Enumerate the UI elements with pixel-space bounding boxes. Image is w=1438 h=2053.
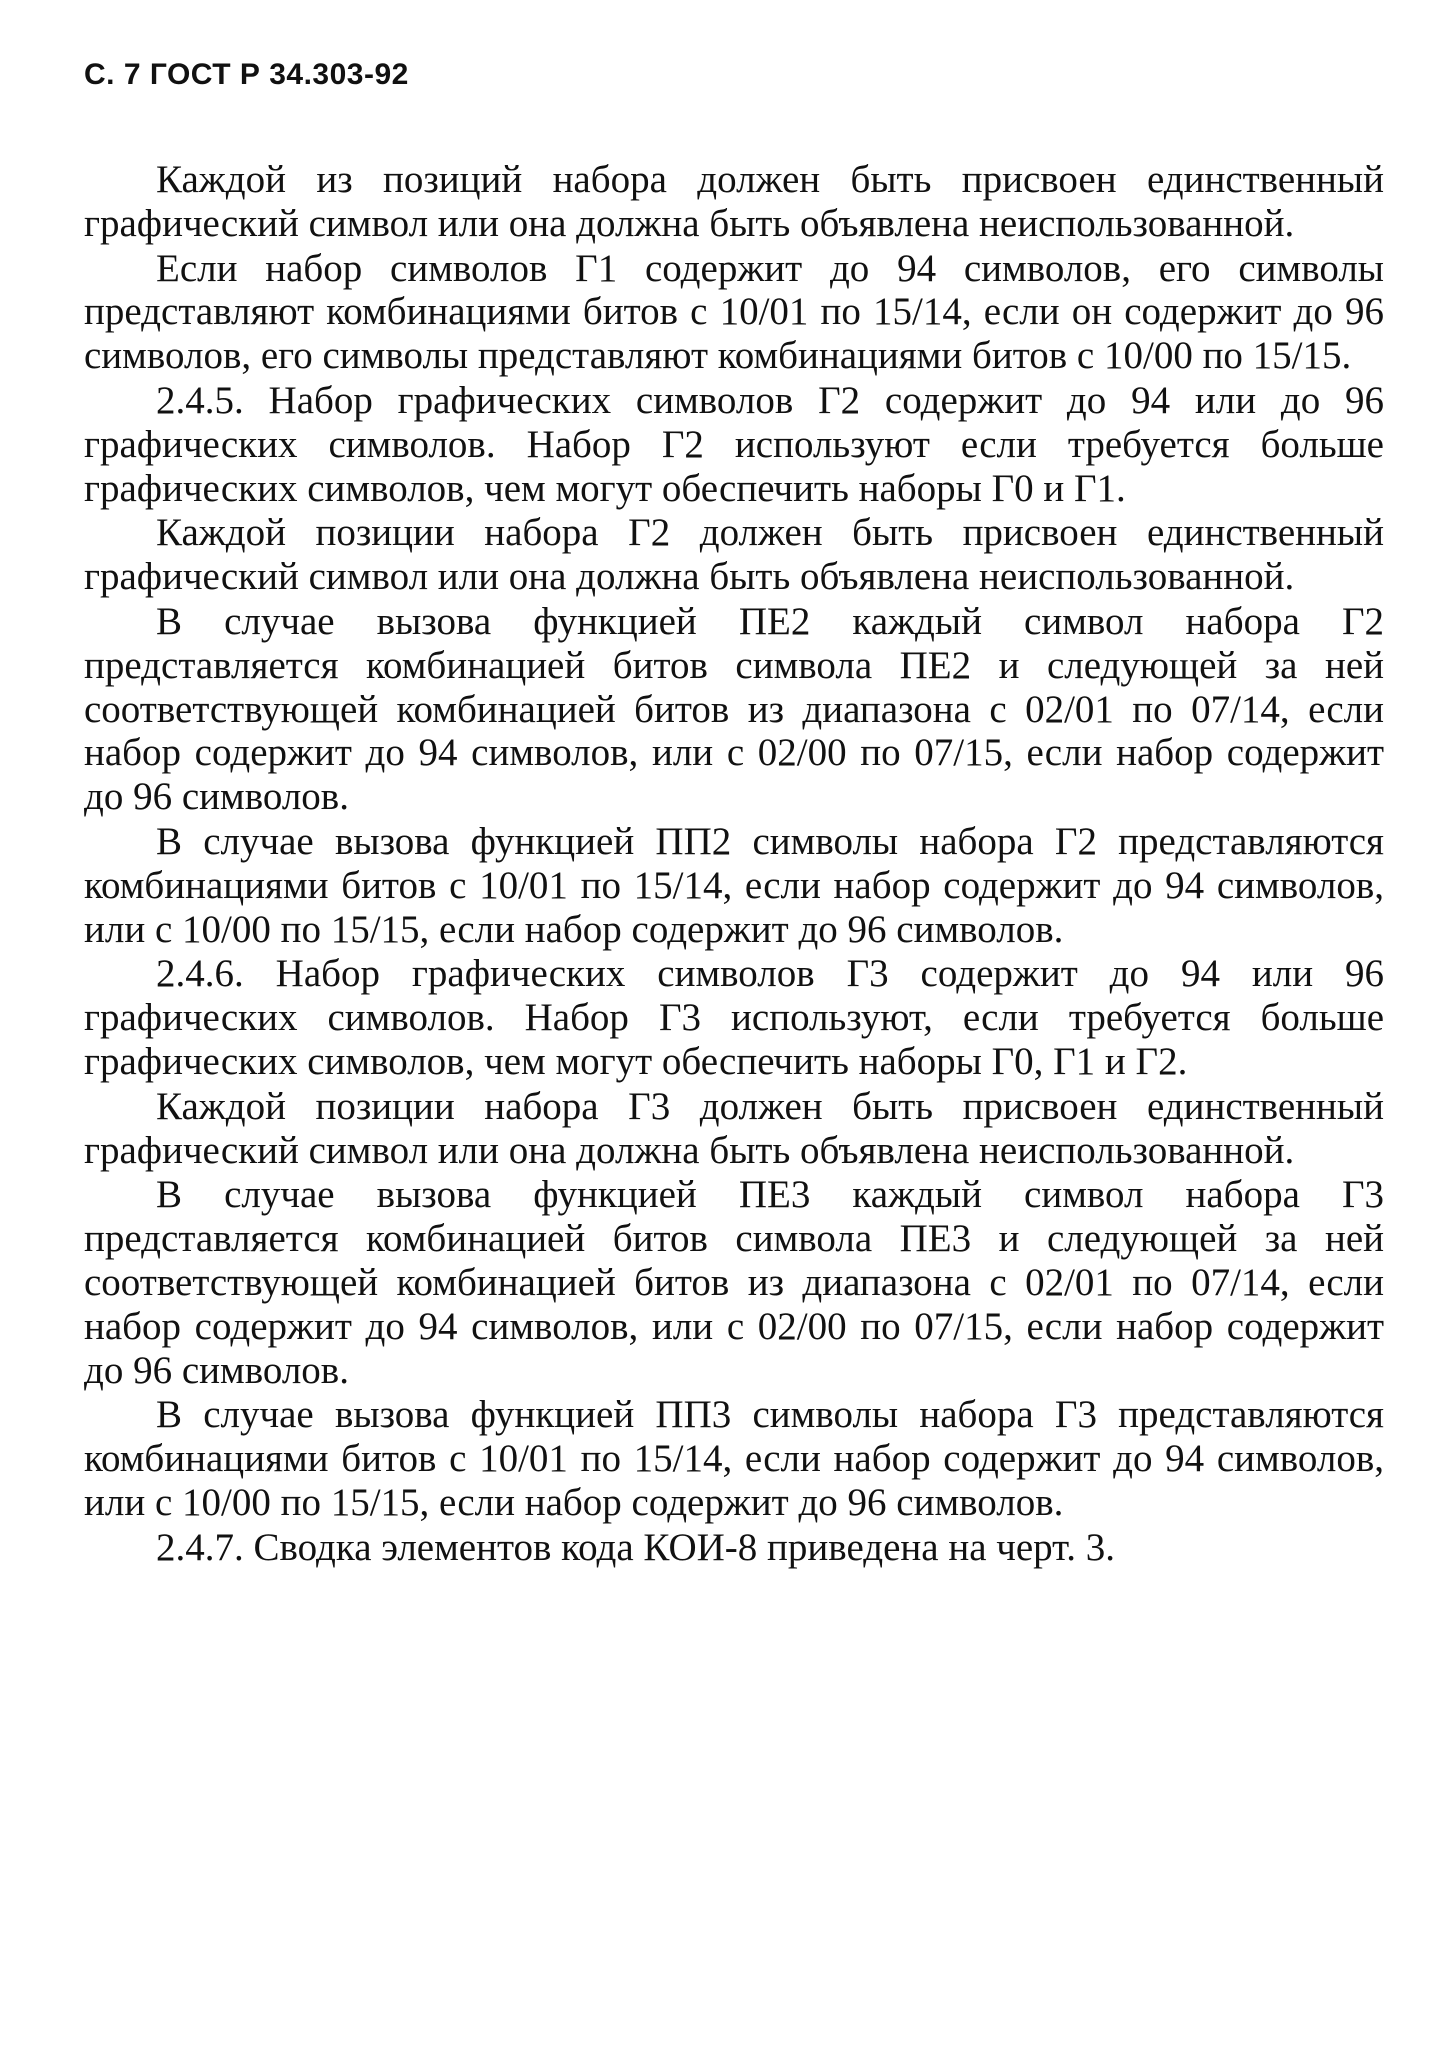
paragraph-2-4-5: 2.4.5. Набор графических символов Г2 содержит до 94 или до 96 графических символов. Набор Г2 используют если требуется больше графических символов, чем могут обеспечить наборы Г0 и Г1. (84, 378, 1384, 510)
page-header: С. 7 ГОСТ Р 34.303-92 (84, 58, 409, 91)
paragraph-2-4-6: 2.4.6. Набор графических символов Г3 содержит до 94 или 96 графических символов. Набор Г3 используют, если требуется больше графических символов, чем могут обеспечить наборы Г0, Г1 и Г2. (84, 952, 1384, 1083)
paragraph-g3-locking-shift: В случае вызова функцией ПП3 символы набора Г3 представляются комбинациями битов с 10/01 по 15/14, если набор содержит до 94 символов, или с 10/00 по 15/15, если набор содержит до 96 символов. (84, 1393, 1384, 1524)
paragraph-g2-locking-shift: В случае вызова функцией ПП2 символы набора Г2 представляются комбинациями битов с 10/01 по 15/14, если набор содержит до 94 символов, или с 10/00 по 15/15, если набор содержит до 96 символов. (84, 819, 1384, 951)
paragraph-g3-single-shift: В случае вызова функцией ПЕ3 каждый символ набора Г3 представляется комбинацией битов символа ПЕ3 и следующей за ней соответствующей комбинацией битов из диапазона с 02/01 по 07/14, если набор содержит до 94 символов, или с 02/00 по 07/15, если набор содержит до 96 символов. (84, 1173, 1384, 1392)
paragraph-g2-positions: Каждой позиции набора Г2 должен быть присвоен единственный графический символ или она должна быть объявлена неиспользованной. (84, 511, 1384, 599)
paragraph-2-4-7: 2.4.7. Сводка элементов кода КОИ-8 приведена на черт. 3. (156, 1525, 1116, 1569)
paragraph-g1-positions: Каждой из позиций набора должен быть присвоен единственный графический символ или она должна быть объявлена неиспользованной. (84, 158, 1384, 245)
paragraph-g2-single-shift: В случае вызова функцией ПЕ2 каждый символ набора Г2 представляется комбинацией битов символа ПЕ2 и следующей за ней соответствующей комбинацией битов из диапазона с 02/01 по 07/14, если набор содержит до 94 символов, или с 02/00 по 07/15, если набор содержит до 96 символов. (84, 599, 1384, 819)
document-page (84, 58, 1384, 1571)
paragraph-g3-positions: Каждой позиции набора Г3 должен быть присвоен единственный графический символ или она должна быть объявлена неиспользованной. (84, 1084, 1384, 1172)
paragraph-g1-bit-combinations: Если набор символов Г1 содержит до 94 символов, его символы представляют комбинациями битов с 10/01 по 15/14, если он содержит до 96 символов, его символы представляют комбинациями битов с 10/00 по 15/15. (84, 246, 1384, 378)
